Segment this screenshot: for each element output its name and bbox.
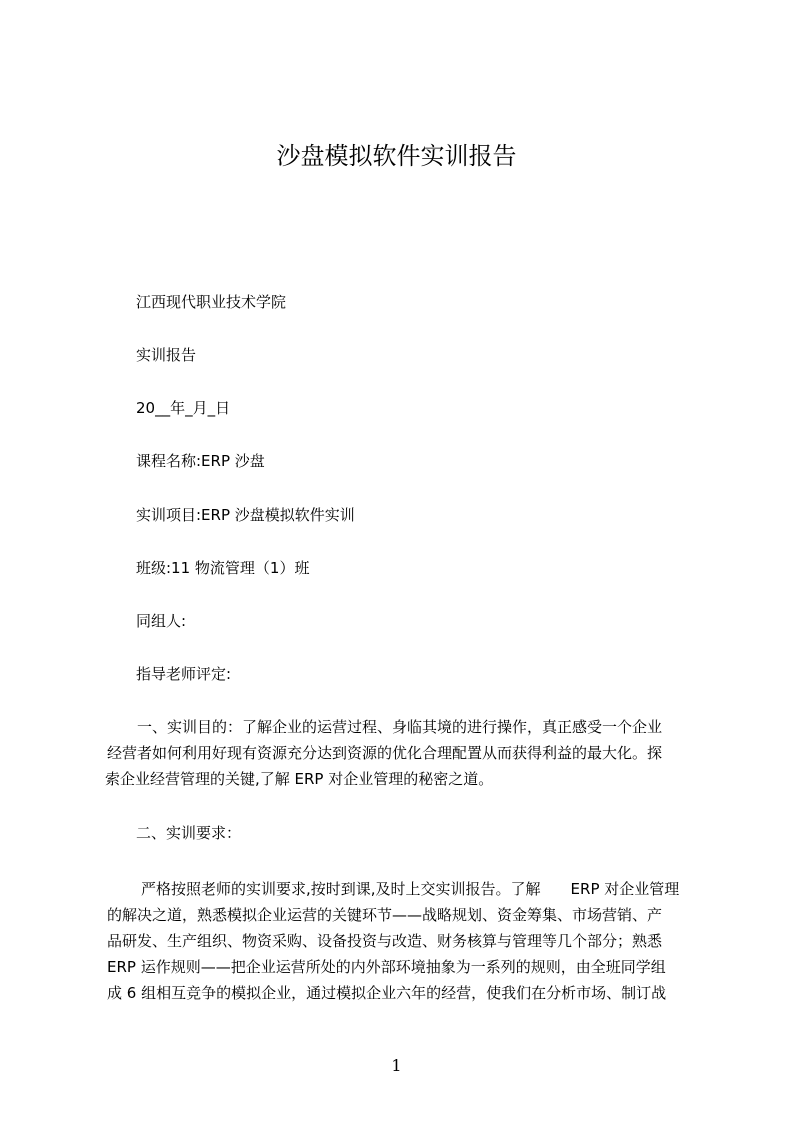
training-project: 实训项目:ERP 沙盘模拟软件实训 [136,506,355,524]
teacher-evaluation: 指导老师评定: [136,665,232,683]
section-training-requirements [107,876,699,1006]
paragraph-line: ERP 运作规则——把企业运营所处的内外部环境抽象为一系列的规则，由全班同学组 [107,958,666,976]
class-name: 班级:11 物流管理（1）班 [136,559,310,577]
paragraph-line: 品研发、生产组织、物资采购、设备投资与改造、财务核算与管理等几个部分；熟悉 [107,932,663,950]
section-training-purpose [107,714,699,792]
course-name: 课程名称:ERP 沙盘 [136,452,265,470]
paragraph-line: 索企业经营管理的关键,了解 ERP 对企业管理的秘密之道。 [105,770,494,788]
page-number: 1 [391,1056,402,1075]
school-name: 江西现代职业技术学院 [136,293,287,311]
paragraph-line: 一、实训目的：了解企业的运营过程、身临其境的进行操作，真正感受一个企业 [137,718,663,736]
report-type: 实训报告 [136,346,197,364]
group-members: 同组人: [136,612,187,630]
paragraph-line: 成 6 组相互竞争的模拟企业，通过模拟企业六年的经营，使我们在分析市场、制订战 [107,984,667,1002]
paragraph-line: 的解决之道，熟悉模拟企业运营的关键环节——战略规划、资金筹集、市场营销、产 [107,906,663,924]
report-date: 20__年_月_日 [136,399,231,417]
paragraph-line: 严格按照老师的实训要求,按时到课,及时上交实训报告。了解 ERP 对企业管理 [141,880,680,898]
paragraph-line: 经营者如何利用好现有资源充分达到资源的优化合理配置从而获得利益的最大化。探 [107,744,663,762]
section-heading-requirements: 二、实训要求： [136,824,242,842]
document-title: 沙盘模拟软件实训报告 [276,142,517,170]
